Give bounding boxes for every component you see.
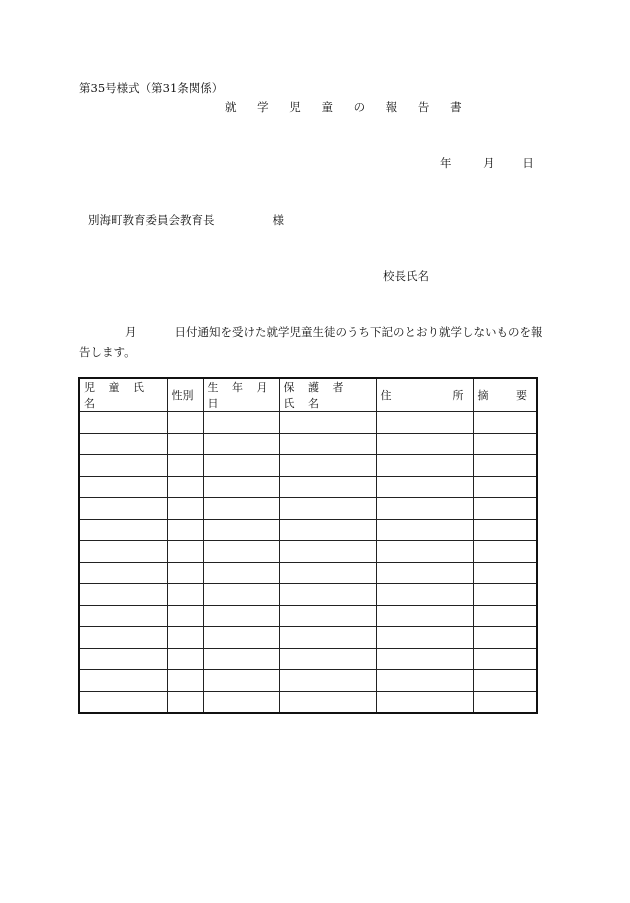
- table-row: [79, 670, 537, 692]
- cell-sex: [167, 562, 203, 584]
- report-table-body: [79, 412, 537, 714]
- cell-remarks: [473, 627, 537, 649]
- cell-birth-date: [203, 476, 279, 498]
- cell-child-name: [79, 691, 167, 713]
- cell-guardian-name: [279, 498, 376, 520]
- principal-name-label: 校長氏名: [383, 269, 429, 283]
- cell-address: [376, 498, 473, 520]
- cell-remarks: [473, 605, 537, 627]
- form-number: 第35号様式（第31条関係）: [79, 81, 224, 95]
- cell-remarks: [473, 584, 537, 606]
- cell-birth-date: [203, 670, 279, 692]
- table-row: [79, 455, 537, 477]
- cell-sex: [167, 498, 203, 520]
- cell-sex: [167, 691, 203, 713]
- cell-remarks: [473, 691, 537, 713]
- cell-remarks: [473, 433, 537, 455]
- body-month-label: 月: [125, 325, 137, 339]
- cell-child-name: [79, 627, 167, 649]
- cell-child-name: [79, 498, 167, 520]
- cell-remarks: [473, 541, 537, 563]
- cell-birth-date: [203, 627, 279, 649]
- cell-address: [376, 541, 473, 563]
- cell-child-name: [79, 455, 167, 477]
- cell-guardian-name: [279, 433, 376, 455]
- table-row: [79, 433, 537, 455]
- cell-address: [376, 433, 473, 455]
- cell-address: [376, 519, 473, 541]
- body-paragraph: [79, 322, 549, 362]
- cell-sex: [167, 519, 203, 541]
- cell-guardian-name: [279, 627, 376, 649]
- cell-sex: [167, 605, 203, 627]
- header-guardian-name: 保 護 者 氏 名: [279, 378, 376, 412]
- header-remarks-second: 要: [516, 389, 532, 402]
- cell-guardian-name: [279, 605, 376, 627]
- cell-child-name: [79, 412, 167, 434]
- cell-address: [376, 627, 473, 649]
- cell-birth-date: [203, 541, 279, 563]
- table-row: [79, 691, 537, 713]
- cell-address: [376, 648, 473, 670]
- cell-address: [376, 562, 473, 584]
- cell-sex: [167, 455, 203, 477]
- cell-birth-date: [203, 584, 279, 606]
- document-title: 就 学 児 童 の 報 告 書: [225, 100, 471, 114]
- addressee-honorific: 様: [272, 213, 284, 227]
- cell-remarks: [473, 498, 537, 520]
- cell-guardian-name: [279, 562, 376, 584]
- cell-sex: [167, 648, 203, 670]
- cell-address: [376, 584, 473, 606]
- cell-child-name: [79, 648, 167, 670]
- table-row: [79, 519, 537, 541]
- cell-remarks: [473, 476, 537, 498]
- cell-birth-date: [203, 455, 279, 477]
- addressee-line: [88, 212, 284, 228]
- table-header-row: [79, 378, 537, 412]
- cell-guardian-name: [279, 412, 376, 434]
- date-day-label: 日: [522, 156, 534, 170]
- cell-guardian-name: [279, 455, 376, 477]
- cell-sex: [167, 541, 203, 563]
- cell-sex: [167, 584, 203, 606]
- cell-sex: [167, 476, 203, 498]
- date-year-label: 年: [440, 156, 452, 170]
- cell-guardian-name: [279, 476, 376, 498]
- cell-address: [376, 412, 473, 434]
- cell-sex: [167, 433, 203, 455]
- cell-guardian-name: [279, 584, 376, 606]
- cell-birth-date: [203, 433, 279, 455]
- date-month-label: 月: [483, 156, 495, 170]
- table-row: [79, 562, 537, 584]
- cell-remarks: [473, 519, 537, 541]
- header-child-name: 児 童 氏 名: [79, 378, 167, 412]
- cell-remarks: [473, 412, 537, 434]
- cell-birth-date: [203, 605, 279, 627]
- cell-guardian-name: [279, 541, 376, 563]
- body-sentence: 日付通知を受けた就学児童生徒のうち下記のとおり就学しないものを報告します。: [79, 325, 543, 359]
- cell-sex: [167, 670, 203, 692]
- header-sex: 性別: [167, 378, 203, 412]
- cell-birth-date: [203, 691, 279, 713]
- header-address: [376, 378, 473, 412]
- header-remarks-first: 摘: [477, 389, 494, 402]
- table-row: [79, 584, 537, 606]
- header-birth-date: 生 年 月 日: [203, 378, 279, 412]
- cell-child-name: [79, 476, 167, 498]
- cell-guardian-name: [279, 648, 376, 670]
- table-row: [79, 541, 537, 563]
- cell-birth-date: [203, 498, 279, 520]
- cell-remarks: [473, 670, 537, 692]
- header-address-second: 所: [452, 389, 469, 402]
- cell-birth-date: [203, 412, 279, 434]
- cell-sex: [167, 627, 203, 649]
- cell-guardian-name: [279, 519, 376, 541]
- table-row: [79, 412, 537, 434]
- cell-child-name: [79, 519, 167, 541]
- cell-birth-date: [203, 648, 279, 670]
- cell-address: [376, 455, 473, 477]
- cell-child-name: [79, 562, 167, 584]
- table-row: [79, 648, 537, 670]
- cell-guardian-name: [279, 691, 376, 713]
- cell-child-name: [79, 433, 167, 455]
- cell-guardian-name: [279, 670, 376, 692]
- date-line: [440, 155, 534, 171]
- cell-child-name: [79, 541, 167, 563]
- addressee-name: 別海町教育委員会教育長: [88, 213, 215, 227]
- cell-birth-date: [203, 562, 279, 584]
- table-row: [79, 605, 537, 627]
- cell-remarks: [473, 562, 537, 584]
- report-table: [78, 377, 538, 714]
- cell-remarks: [473, 455, 537, 477]
- header-address-first: 住: [380, 389, 397, 402]
- cell-child-name: [79, 605, 167, 627]
- table-row: [79, 498, 537, 520]
- cell-address: [376, 605, 473, 627]
- cell-address: [376, 691, 473, 713]
- table-row: [79, 476, 537, 498]
- table-row: [79, 627, 537, 649]
- header-remarks: [473, 378, 537, 412]
- cell-address: [376, 476, 473, 498]
- cell-remarks: [473, 648, 537, 670]
- cell-child-name: [79, 584, 167, 606]
- cell-birth-date: [203, 519, 279, 541]
- cell-sex: [167, 412, 203, 434]
- cell-address: [376, 670, 473, 692]
- cell-child-name: [79, 670, 167, 692]
